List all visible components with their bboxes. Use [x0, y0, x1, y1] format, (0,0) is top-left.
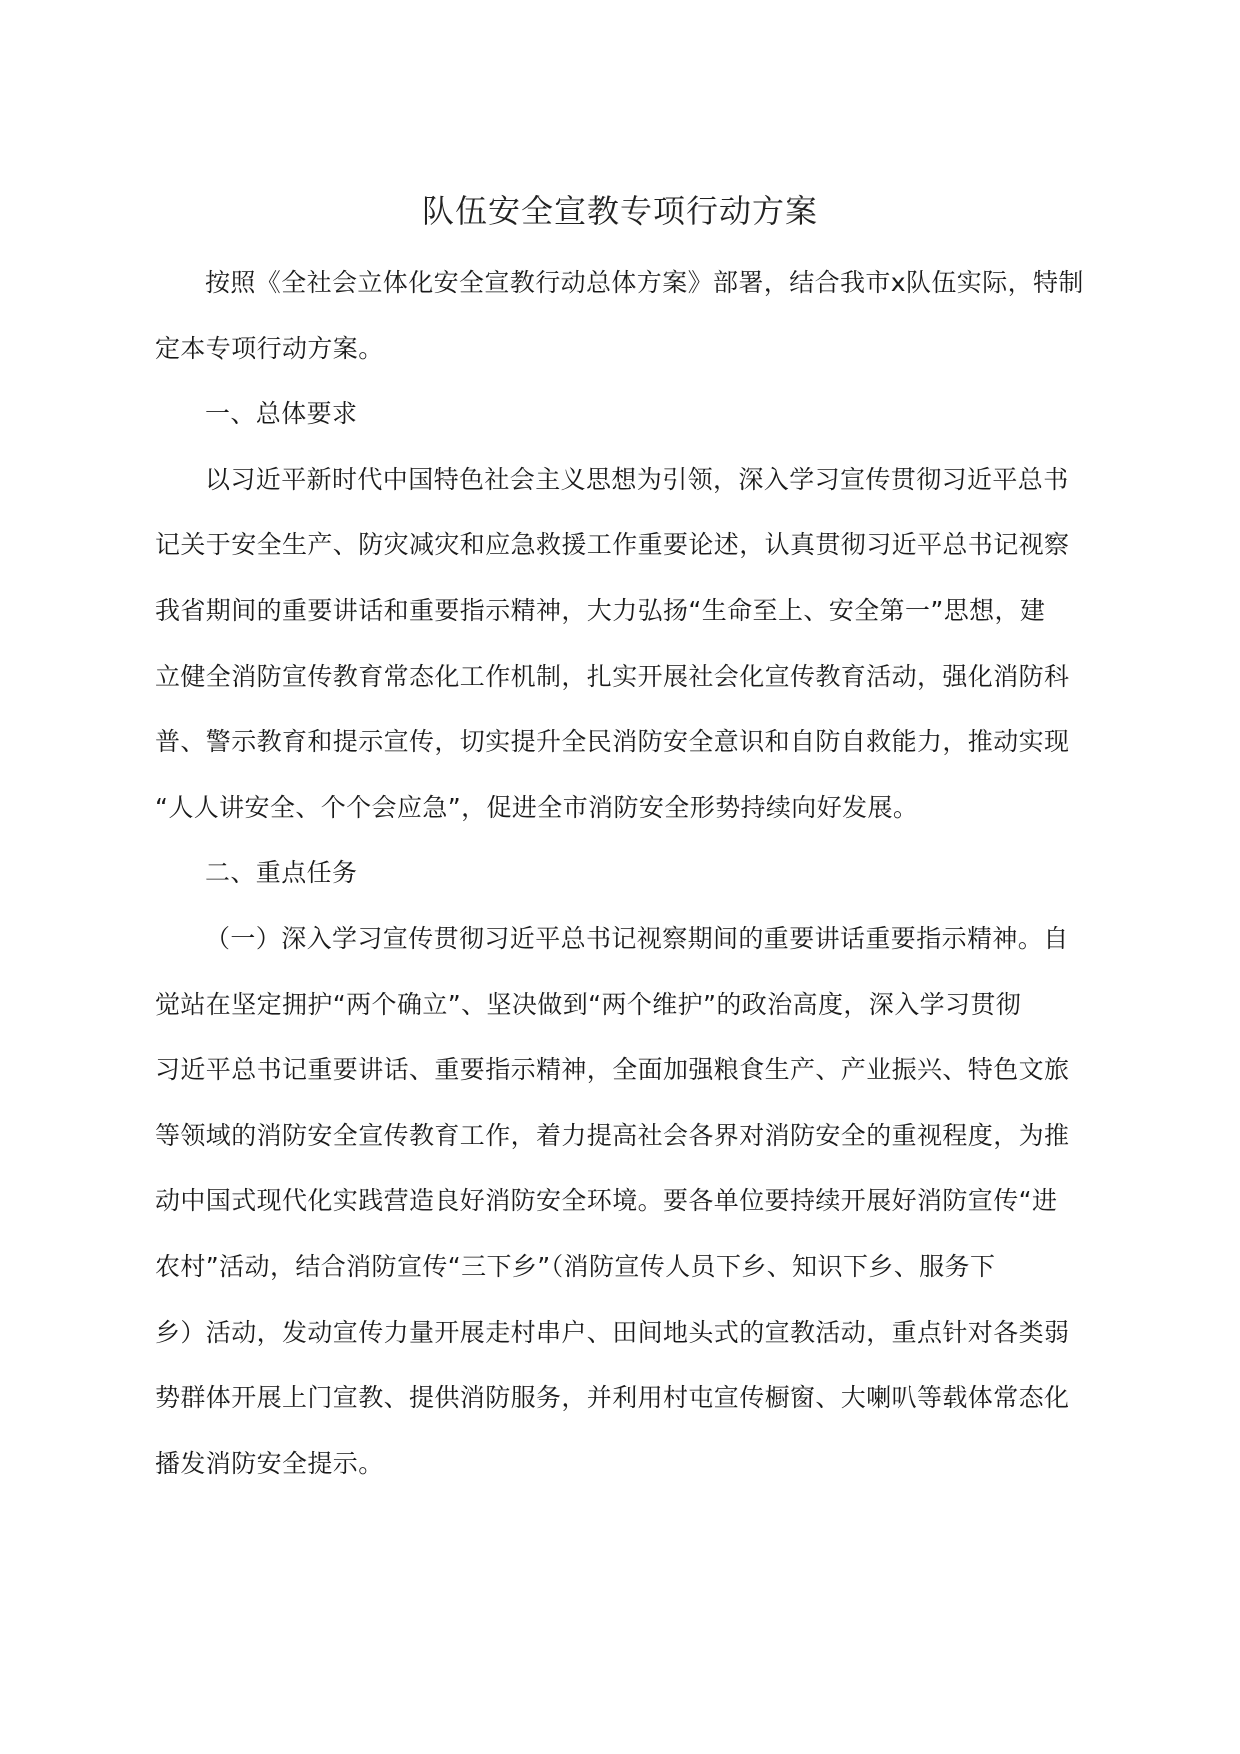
- paragraph-line: 等领域的消防安全宣传教育工作，着力提高社会各界对消防安全的重视程度，为推: [155, 1120, 1070, 1150]
- document-title: 队伍安全宣教专项行动方案: [421, 192, 818, 230]
- paragraph-line: 按照《全社会立体化安全宣教行动总体方案》部署，结合我市x队伍实际，特制: [205, 268, 1084, 297]
- paragraph-line: 我省期间的重要讲话和重要指示精神，大力弘扬“生命至上、安全第一”思想，建: [155, 595, 1046, 625]
- paragraph-line: 乡）活动，发动宣传力量开展走村串户、田间地头式的宣教活动，重点针对各类弱: [155, 1317, 1070, 1347]
- paragraph-line: “人人讲安全、个个会应急”，促进全市消防安全形势持续向好发展。: [155, 792, 919, 822]
- paragraph-line: 立健全消防宣传教育常态化工作机制，扎实开展社会化宣传教育活动，强化消防科: [155, 661, 1070, 691]
- paragraph-line: 觉站在坚定拥护“两个确立”、坚决做到“两个维护”的政治高度，深入学习贯彻: [155, 989, 1022, 1019]
- paragraph-line: 记关于安全生产、防灾减灾和应急救援工作重要论述，认真贯彻习近平总书记视察: [155, 530, 1070, 560]
- section-heading: 二、重点任务: [205, 858, 358, 888]
- paragraph-line: 定本专项行动方案。: [155, 333, 384, 363]
- paragraph-line: 动中国式现代化实践营造良好消防安全环境。要各单位要持续开展好消防宣传“进: [155, 1186, 1058, 1216]
- paragraph-line: 以习近平新时代中国特色社会主义思想为引领，深入学习宣传贯彻习近平总书: [205, 464, 1069, 494]
- paragraph-line: 习近平总书记重要讲话、重要指示精神，全面加强粮食生产、产业振兴、特色文旅: [155, 1055, 1070, 1085]
- paragraph-line: 普、警示教育和提示宣传，切实提升全民消防安全意识和自防自救能力，推动实现: [155, 727, 1070, 757]
- paragraph-line: （一）深入学习宣传贯彻习近平总书记视察期间的重要讲话重要指示精神。自: [205, 923, 1069, 953]
- paragraph-line: 农村”活动，结合消防宣传“三下乡”（消防宣传人员下乡、知识下乡、服务下: [155, 1251, 996, 1281]
- document-body: [155, 250, 1085, 1496]
- paragraph-line: 势群体开展上门宣教、提供消防服务，并利用村屯宣传橱窗、大喇叭等载体常态化: [155, 1383, 1070, 1413]
- paragraph-line: 播发消防安全提示。: [155, 1448, 384, 1478]
- section-heading: 一、总体要求: [205, 399, 358, 429]
